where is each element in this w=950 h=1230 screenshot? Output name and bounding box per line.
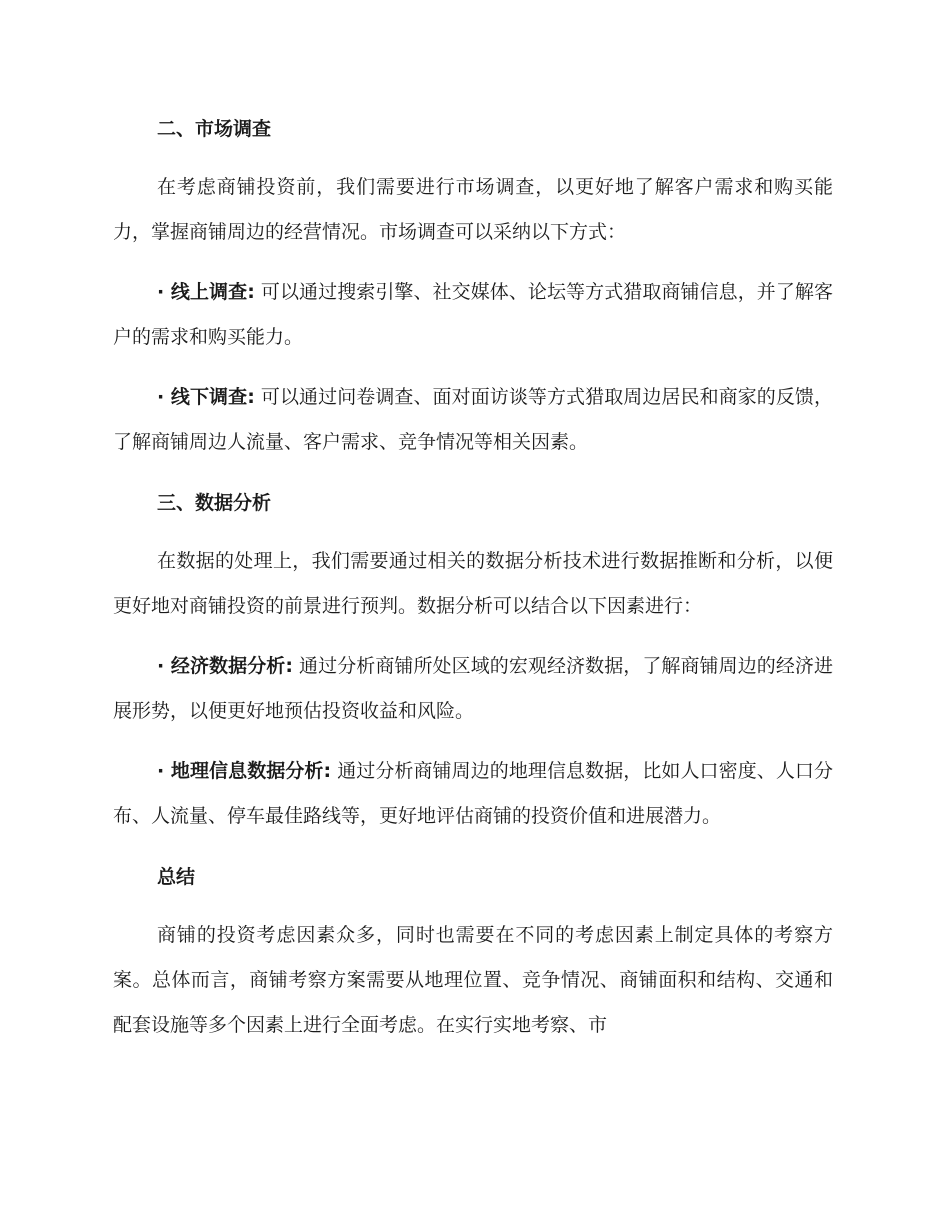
document-page xyxy=(113,106,833,1048)
bullet-text: 通过分析商铺所处区域的宏观经济数据，了解商铺周边的经济进展形势，以便更好地预估投资收益和风险。 xyxy=(113,655,833,722)
section-heading-market: 二、市场调查 xyxy=(157,118,272,140)
section-heading-analysis: 三、数据分析 xyxy=(157,492,272,514)
bullet-lead: · 线下调查: xyxy=(157,386,255,408)
bullet-lead: · 线上调查: xyxy=(157,281,255,303)
bullet-offline-survey xyxy=(113,375,833,465)
bullet-lead: · 地理信息数据分析: xyxy=(157,760,332,782)
bullet-lead: · 经济数据分析: xyxy=(157,655,293,677)
bullet-text: 可以通过问卷调查、面对面访谈等方式猎取周边居民和商家的反馈，了解商铺周边人流量、客户需求、竞争情况等相关因素。 xyxy=(113,386,833,453)
section-heading-summary: 总结 xyxy=(157,866,196,888)
summary-paragraph: 商铺的投资考虑因素众多，同时也需要在不同的考虑因素上制定具体的考察方案。总体而言，商铺考察方案需要从地理位置、竞争情况、商铺面积和结构、交通和配套设施等多个因素上进行全面考虑。在实行实地考察、市 xyxy=(113,924,833,1036)
bullet-geo-analysis xyxy=(113,749,833,839)
bullet-text: 通过分析商铺周边的地理信息数据，比如人口密度、人口分布、人流量、停车最佳路线等，更好地评估商铺的投资价值和进展潜力。 xyxy=(113,760,833,827)
market-intro-paragraph: 在考虑商铺投资前，我们需要进行市场调查，以更好地了解客户需求和购买能力，掌握商铺周边的经营情况。市场调查可以采纳以下方式： xyxy=(113,176,833,243)
bullet-economic-analysis xyxy=(113,644,833,734)
bullet-online-survey xyxy=(113,270,833,360)
analysis-intro-paragraph: 在数据的处理上，我们需要通过相关的数据分析技术进行数据推断和分析，以便更好地对商铺投资的前景进行预判。数据分析可以结合以下因素进行： xyxy=(113,550,833,617)
bullet-text: 可以通过搜索引擎、社交媒体、论坛等方式猎取商铺信息，并了解客户的需求和购买能力。 xyxy=(113,281,833,348)
